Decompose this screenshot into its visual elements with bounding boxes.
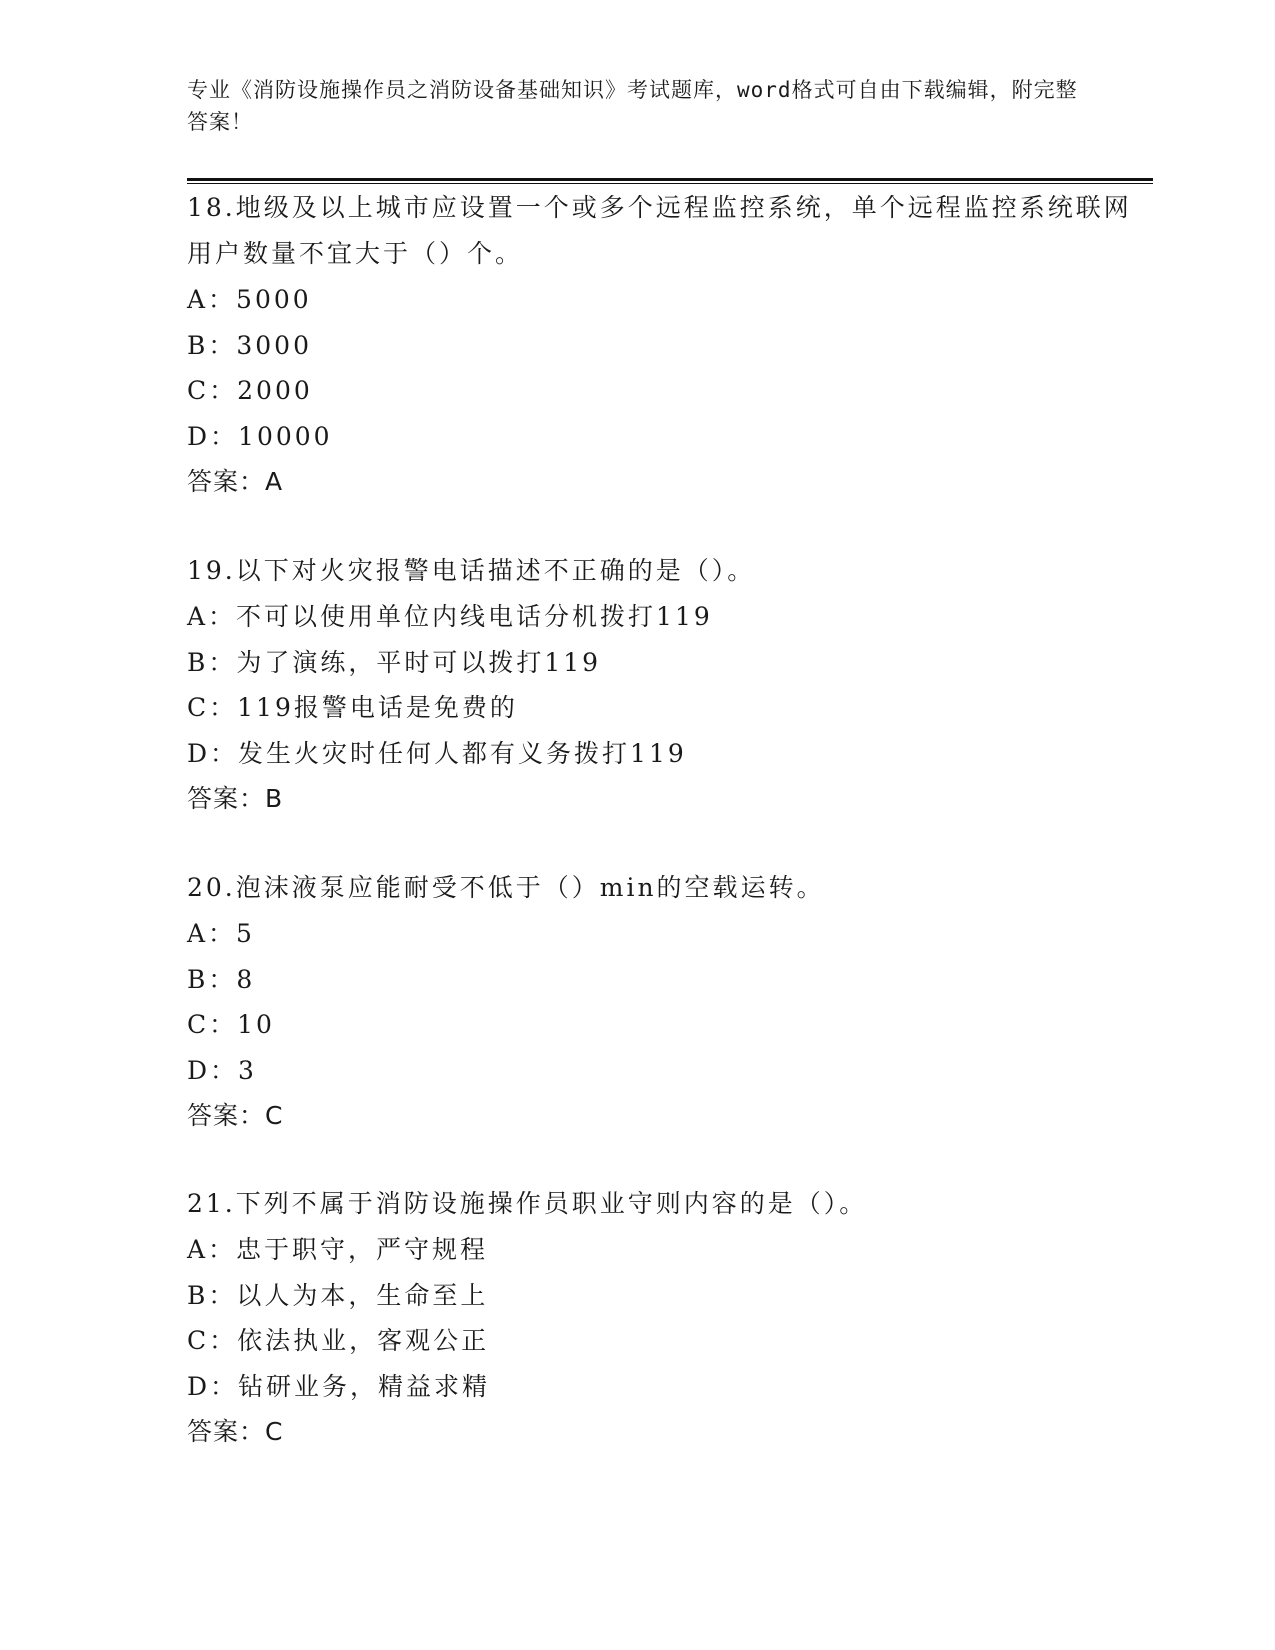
option-a: A：5000	[187, 285, 312, 314]
question-stem: 18.地级及以上城市应设置一个或多个远程监控系统，单个远程监控系统联网用户数量不宜大于（）个。	[187, 193, 1132, 268]
question-18	[187, 185, 1147, 505]
question-20	[187, 865, 1147, 1139]
option-c: C：10	[187, 1010, 275, 1039]
question-19	[187, 548, 1147, 822]
answer-line: 答案：B	[187, 784, 284, 813]
option-b: B：8	[187, 964, 256, 994]
answer-line: 答案：A	[187, 467, 284, 496]
header-divider-thick	[187, 178, 1153, 181]
question-stem: 20.泡沫液泵应能耐受不低于（）min的空载运转。	[187, 873, 825, 902]
option-c: C：119报警电话是免费的	[187, 693, 518, 722]
option-d: D：发生火灾时任何人都有义务拨打119	[187, 738, 687, 768]
option-a: A：忠于职守，严守规程	[187, 1235, 489, 1264]
option-c: C：依法执业，客观公正	[187, 1326, 490, 1355]
question-stem: 21.下列不属于消防设施操作员职业守则内容的是（）。	[187, 1189, 868, 1218]
document-header: 专业《消防设施操作员之消防设备基础知识》考试题库，word格式可自由下载编辑，附完整答案！	[187, 78, 1078, 134]
option-b: B：3000	[187, 330, 312, 360]
question-stem: 19.以下对火灾报警电话描述不正确的是（）。	[187, 556, 756, 585]
option-d: D：10000	[187, 421, 333, 451]
option-c: C：2000	[187, 376, 313, 405]
option-d: D：钻研业务，精益求精	[187, 1371, 491, 1401]
option-a: A：5	[187, 919, 255, 948]
option-b: B：以人为本，生命至上	[187, 1280, 489, 1310]
option-a: A：不可以使用单位内线电话分机拨打119	[187, 602, 713, 631]
option-b: B：为了演练，平时可以拨打119	[187, 647, 602, 677]
answer-line: 答案：C	[187, 1101, 284, 1130]
question-21	[187, 1181, 1147, 1455]
answer-line: 答案：C	[187, 1417, 284, 1446]
header-divider-thin	[187, 183, 1153, 184]
option-d: D：3	[187, 1055, 257, 1085]
